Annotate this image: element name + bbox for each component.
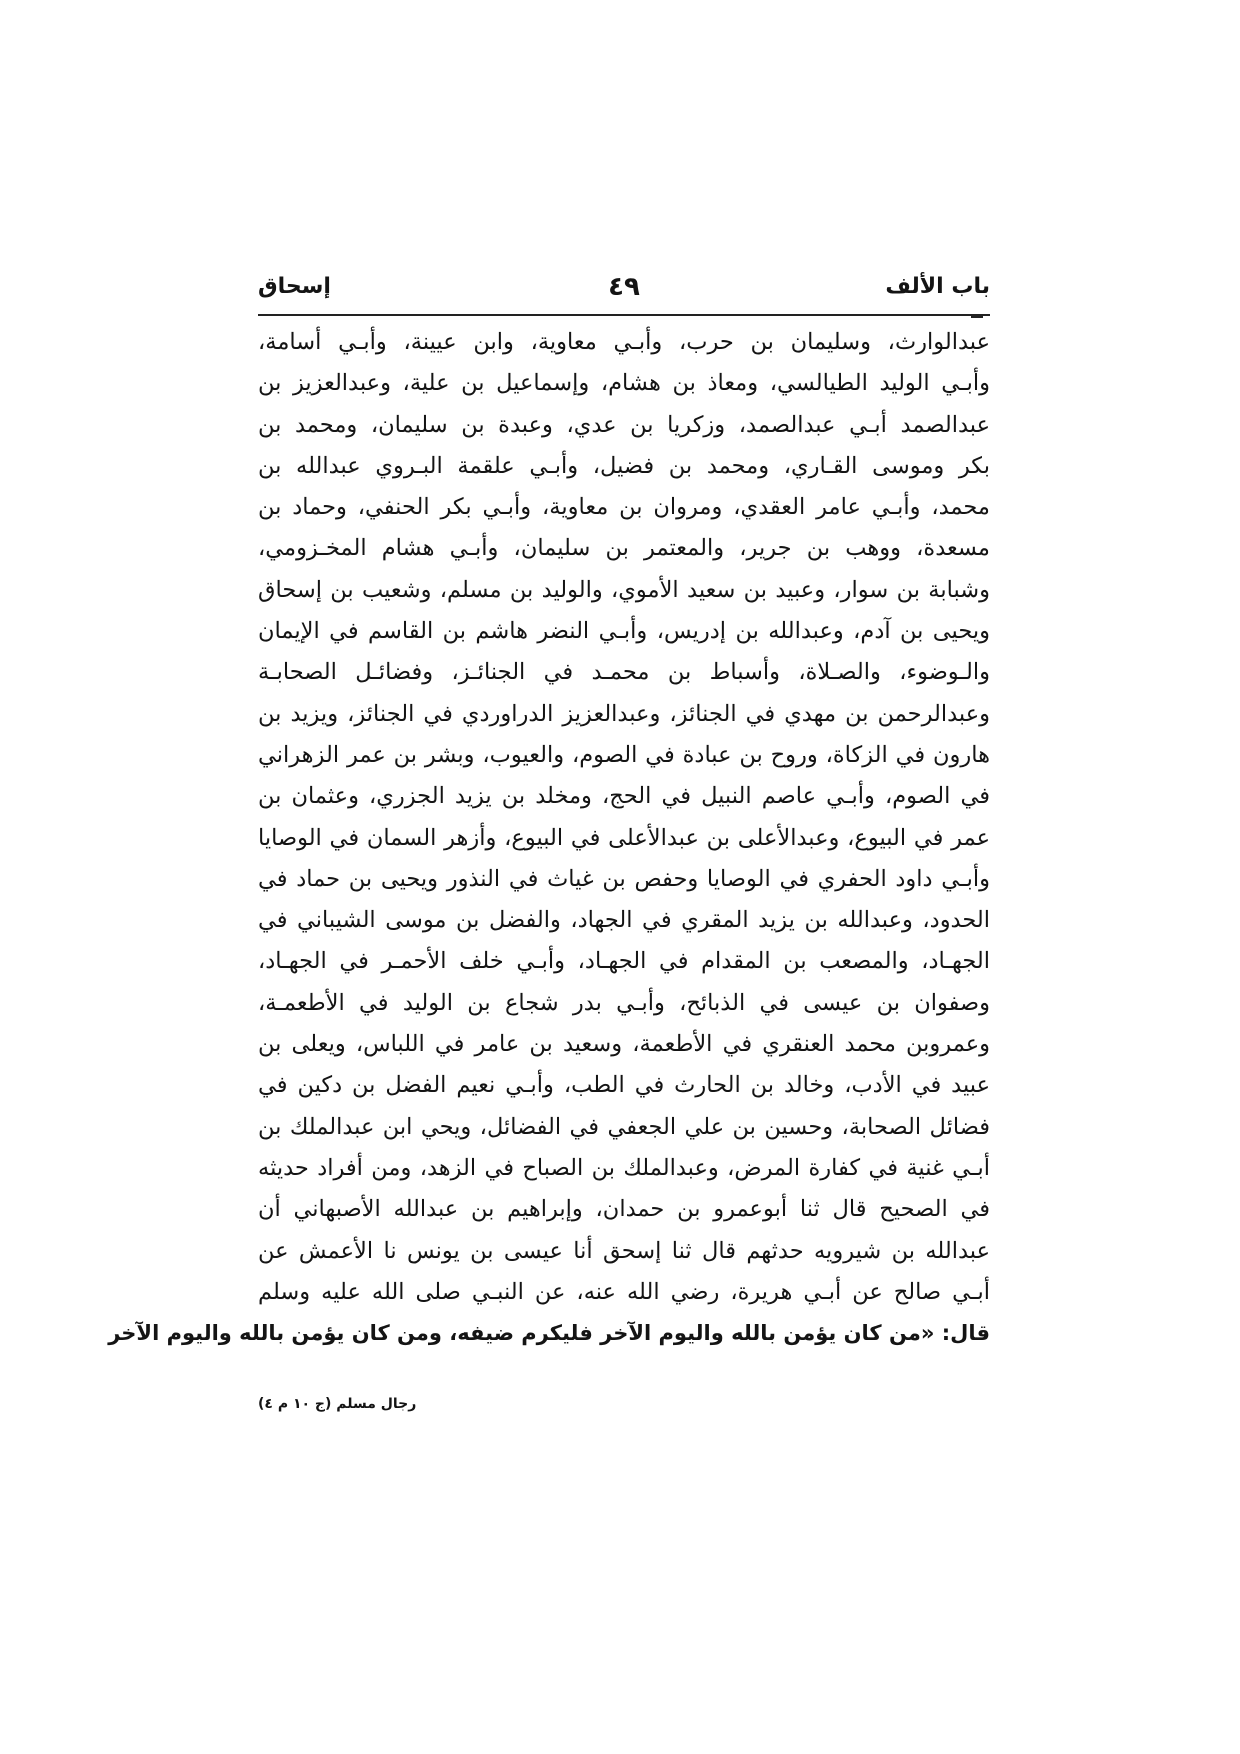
text-line: هارون في الزكاة، وروح بن عبادة في الصوم، والعيوب، وبشر بن عمر الزهراني bbox=[258, 741, 990, 768]
text-line: وعمروبن محمد العنقري في الأطعمة، وسعيد بن عامر في اللباس، ويعلى بن bbox=[258, 1031, 990, 1058]
text-line: والـوضوء، والصـلاة، وأسباط بن محمـد في الجنائـز، وفضائـل الصحابـة bbox=[258, 659, 990, 686]
text-line: فضائل الصحابة، وحسين بن علي الجعفي في الفضائل، ويحي ابن عبدالملك بن bbox=[258, 1113, 990, 1140]
chapter-title: باب الألف bbox=[885, 274, 990, 299]
text-line: وأبـي الوليد الطيالسي، ومعاذ بن هشام، وإسماعيل بن علية، وعبدالعزيز بن bbox=[258, 370, 990, 397]
hadith-quote-line: قال: «من كان يؤمن بالله واليوم الآخر فليكرم ضيفه، ومن كان يؤمن بالله واليوم الآخر bbox=[108, 1321, 990, 1346]
running-header bbox=[258, 268, 990, 312]
text-line: بكر وموسى القـاري، ومحمد بن فضيل، وأبـي علقمة البـروي عبدالله بن bbox=[258, 452, 990, 479]
text-line: أبـي غنية في كفارة المرض، وعبدالملك بن الصباح في الزهد، ومن أفراد حديثه bbox=[258, 1154, 990, 1181]
text-line: مسعدة، ووهب بن جرير، والمعتمر بن سليمان، وأبـي هشام المخـزومي، bbox=[258, 535, 990, 562]
page-number: ٤٩ bbox=[608, 272, 640, 302]
signature-footnote: رجال مسلم (ج ١٠ م ٤) bbox=[258, 1396, 417, 1412]
text-line: عبدالوارث، وسليمان بن حرب، وأبـي معاوية، وابن عيينة، وأبـي أسامة، bbox=[258, 329, 990, 355]
text-line: محمد، وأبـي عامر العقدي، ومروان بن معاوية، وأبـي بكر الحنفي، وحماد بن bbox=[258, 494, 990, 521]
text-line: عبدالصمد أبـي عبدالصمد، وزكريا بن عدي، وعبدة بن سليمان، ومحمد بن bbox=[258, 411, 990, 438]
text-line: الجهـاد، والمصعب بن المقدام في الجهـاد، وأبـي خلف الأحمـر في الجهـاد، bbox=[258, 948, 990, 975]
text-line: وصفوان بن عيسى في الذبائح، وأبـي بدر شجاع بن الوليد في الأطعمـة، bbox=[258, 989, 990, 1016]
text-line: ويحيى بن آدم، وعبدالله بن إدريس، وأبـي النضر هاشم بن القاسم في الإيمان bbox=[258, 618, 990, 645]
header-rule bbox=[258, 314, 990, 316]
text-line: في الصوم، وأبـي عاصم النبيل في الحج، ومخلد بن يزيد الجزري، وعثمان بن bbox=[258, 783, 990, 810]
text-line: أبـي صالح عن أبـي هريرة، رضي الله عنه، عن النبـي صلى الله عليه وسلم bbox=[258, 1278, 990, 1305]
text-line: وعبدالرحمن بن مهدي في الجنائز، وعبدالعزيز الدراوردي في الجنائز، ويزيد بن bbox=[258, 700, 990, 727]
header-rule-mark bbox=[971, 316, 983, 318]
entry-name: إسحاق bbox=[258, 274, 331, 299]
text-line: الحدود، وعبدالله بن يزيد المقري في الجهاد، والفضل بن موسى الشيباني في bbox=[258, 907, 990, 934]
text-line: عبدالله بن شيرويه حدثهم قال ثنا إسحق أنا عيسى بن يونس نا الأعمش عن bbox=[258, 1237, 990, 1264]
text-line: عبيد في الأدب، وخالد بن الحارث في الطب، وأبـي نعيم الفضل بن دكين في bbox=[258, 1072, 990, 1099]
text-line: عمر في البيوع، وعبدالأعلى بن عبدالأعلى في البيوع، وأزهر السمان في الوصايا bbox=[258, 824, 990, 851]
text-line: وشبابة بن سوار، وعبيد بن سعيد الأموي، والوليد بن مسلم، وشعيب بن إسحاق bbox=[258, 576, 990, 603]
body-text bbox=[108, 322, 990, 1354]
text-line: في الصحيح قال ثنا أبوعمرو بن حمدان، وإبراهيم بن عبدالله الأصبهاني أن bbox=[258, 1196, 990, 1223]
text-line: وأبـي داود الحفري في الوصايا وحفص بن غياث في النذور ويحيى بن حماد في bbox=[258, 865, 990, 892]
